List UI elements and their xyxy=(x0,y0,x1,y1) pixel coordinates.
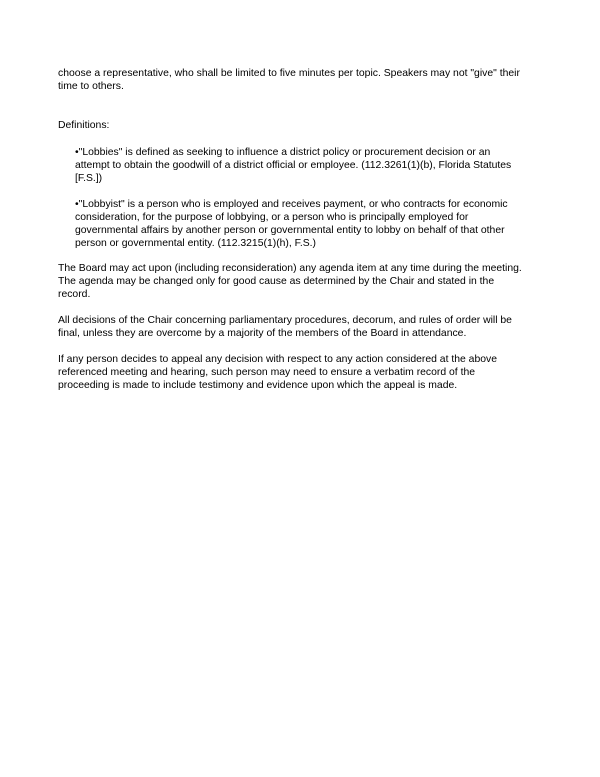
intro-paragraph: choose a representative, who shall be limited to five minutes per topic. Speakers may not "give" their time to others. xyxy=(58,68,520,92)
definition-lobbyist: •"Lobbyist" is a person who is employed and receives payment, or who contracts for economic consideration, for the purpose of lobbying, or a person who is principally employed for governmental affairs by another person or governmental entity to lobby on behalf of that other person or governmental entity. (112.3215(1)(h), F.S.) xyxy=(75,199,508,249)
definitions-list xyxy=(75,146,548,250)
definition-lobbies: •"Lobbies" is defined as seeking to influence a district policy or procurement decision or an attempt to obtain the goodwill of a district official or employee. (112.3261(1)(b), Florida Statutes [F.S.]) xyxy=(75,147,512,184)
definitions-heading: Definitions: xyxy=(58,120,110,131)
appeal-paragraph: If any person decides to appeal any decision with respect to any action considered at the above referenced meeting and hearing, such person may need to ensure a verbatim record of the proceeding is made to include testimony and evidence upon which the appeal is made. xyxy=(58,354,497,391)
agenda-paragraph: The Board may act upon (including reconsideration) any agenda item at any time during the meeting. The agenda may be changed only for good cause as determined by the Chair and stated in the record. xyxy=(58,263,522,300)
chair-decisions-paragraph: All decisions of the Chair concerning parliamentary procedures, decorum, and rules of order will be final, unless they are overcome by a majority of the members of the Board in attendance. xyxy=(58,315,512,339)
